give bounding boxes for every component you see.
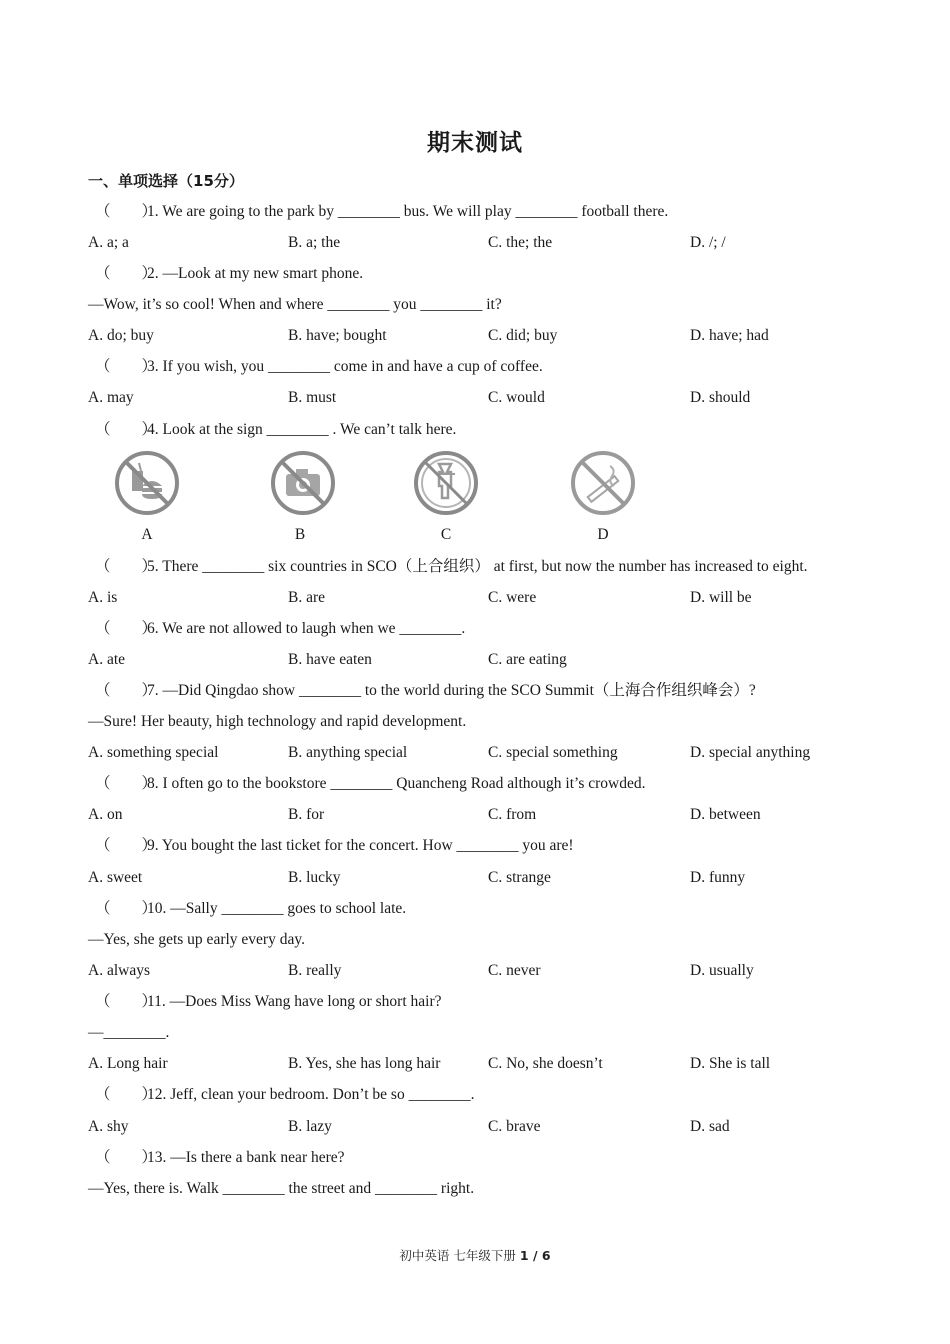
question-stem: 12. Jeff, clean your bedroom. Don’t be so ________. bbox=[147, 1086, 475, 1103]
question-3 bbox=[95, 356, 543, 378]
question-7-dialogue: —Sure! Her beauty, high technology and rapid development. bbox=[88, 713, 467, 730]
answer-bracket: （ ） bbox=[95, 993, 158, 1010]
option-d: D. should bbox=[690, 389, 751, 406]
question-8 bbox=[95, 773, 646, 795]
option-a: A. on bbox=[88, 806, 123, 823]
option-a: A. always bbox=[88, 962, 150, 979]
question-stem: 6. We are not allowed to laugh when we ________. bbox=[147, 620, 466, 637]
answer-bracket: （ ） bbox=[95, 1149, 158, 1166]
question-stem: 9. You bought the last ticket for the concert. How ________ you are! bbox=[147, 837, 574, 854]
question-stem: 5. There ________ six countries in SCO（上合组织） at first, but now the number has increased to eight. bbox=[147, 558, 808, 575]
sign-label-b: B bbox=[294, 526, 306, 543]
question-stem: 10. —Sally ________ goes to school late. bbox=[147, 900, 407, 917]
question-stem: 11. —Does Miss Wang have long or short hair? bbox=[147, 993, 442, 1010]
option-d: D. have; had bbox=[690, 327, 769, 344]
option-b: B. have eaten bbox=[288, 651, 372, 668]
sign-label-c: C bbox=[440, 526, 452, 543]
options-q12 bbox=[88, 1116, 888, 1138]
option-d: D. will be bbox=[690, 589, 752, 606]
question-6 bbox=[95, 618, 465, 640]
page-footer bbox=[0, 1246, 950, 1264]
answer-bracket: （ ） bbox=[95, 1086, 158, 1103]
question-13-dialogue: —Yes, there is. Walk ________ the street and ________ right. bbox=[88, 1180, 475, 1197]
footer-subject: 初中英语 七年级下册 bbox=[399, 1248, 516, 1263]
option-b: B. lucky bbox=[288, 869, 341, 886]
question-11 bbox=[95, 991, 442, 1013]
option-b: B. for bbox=[288, 806, 325, 823]
no-talking-sign-icon bbox=[411, 448, 481, 518]
answer-bracket: （ ） bbox=[95, 358, 158, 375]
question-1 bbox=[95, 201, 668, 223]
option-c: C. the; the bbox=[488, 234, 553, 251]
answer-bracket: （ ） bbox=[95, 265, 158, 282]
options-q2 bbox=[88, 325, 888, 347]
question-stem: 13. —Is there a bank near here? bbox=[147, 1149, 345, 1166]
option-b: B. have; bought bbox=[288, 327, 387, 344]
options-q1 bbox=[88, 232, 888, 254]
option-d: D. sad bbox=[690, 1118, 730, 1135]
option-c: C. brave bbox=[488, 1118, 541, 1135]
page-title: 期末测试 bbox=[427, 130, 523, 156]
option-a: A. sweet bbox=[88, 869, 143, 886]
no-food-sign-icon bbox=[112, 448, 182, 518]
question-2-dialogue: —Wow, it’s so cool! When and where ________ you ________ it? bbox=[88, 296, 502, 313]
option-d: D. funny bbox=[690, 869, 746, 886]
question-stem: 8. I often go to the bookstore ________ Quancheng Road although it’s crowded. bbox=[147, 775, 646, 792]
option-b: B. anything special bbox=[288, 744, 408, 761]
options-q6 bbox=[88, 649, 888, 671]
option-d: D. between bbox=[690, 806, 761, 823]
option-c: C. No, she doesn’t bbox=[488, 1055, 603, 1072]
option-c: C. are eating bbox=[488, 651, 567, 668]
question-4 bbox=[95, 419, 456, 441]
options-q10 bbox=[88, 960, 888, 982]
option-d: D. /; / bbox=[690, 234, 726, 251]
option-c: C. would bbox=[488, 389, 545, 406]
question-stem: 1. We are going to the park by ________ bus. We will play ________ football there. bbox=[147, 203, 669, 220]
answer-bracket: （ ） bbox=[95, 682, 158, 699]
option-c: C. did; buy bbox=[488, 327, 558, 344]
answer-bracket: （ ） bbox=[95, 775, 158, 792]
option-d: D. She is tall bbox=[690, 1055, 771, 1072]
option-b: B. are bbox=[288, 589, 326, 606]
no-camera-sign-icon bbox=[268, 448, 338, 518]
option-b: B. a; the bbox=[288, 234, 341, 251]
answer-bracket: （ ） bbox=[95, 203, 158, 220]
option-c: C. strange bbox=[488, 869, 551, 886]
options-q8 bbox=[88, 804, 888, 826]
question-5 bbox=[95, 556, 808, 578]
option-c: C. from bbox=[488, 806, 537, 823]
sign-label-a: A bbox=[141, 526, 153, 543]
question-10 bbox=[95, 898, 406, 920]
answer-bracket: （ ） bbox=[95, 558, 158, 575]
no-smoking-sign-icon bbox=[568, 448, 638, 518]
answer-bracket: （ ） bbox=[95, 837, 158, 854]
question-11-dialogue: —________. bbox=[88, 1024, 170, 1041]
sign-label-d: D bbox=[597, 526, 609, 543]
answer-bracket: （ ） bbox=[95, 620, 158, 637]
question-stem: 2. —Look at my new smart phone. bbox=[147, 265, 364, 282]
question-13 bbox=[95, 1147, 345, 1169]
option-b: B. really bbox=[288, 962, 342, 979]
options-q9 bbox=[88, 867, 888, 889]
option-a: A. Long hair bbox=[88, 1055, 168, 1072]
question-stem: 7. —Did Qingdao show ________ to the world during the SCO Summit（上海合作组织峰会）? bbox=[147, 682, 756, 699]
answer-bracket: （ ） bbox=[95, 900, 158, 917]
option-b: B. must bbox=[288, 389, 337, 406]
page-number: 1 / 6 bbox=[519, 1248, 551, 1263]
option-a: A. may bbox=[88, 389, 134, 406]
option-a: A. ate bbox=[88, 651, 126, 668]
option-d: D. special anything bbox=[690, 744, 811, 761]
options-q7 bbox=[88, 742, 888, 764]
question-9 bbox=[95, 835, 574, 857]
option-b: B. Yes, she has long hair bbox=[288, 1055, 441, 1072]
section-heading: 一、单项选择（15分） bbox=[88, 172, 244, 190]
sign-b bbox=[268, 448, 338, 518]
question-stem: 4. Look at the sign ________ . We can’t talk here. bbox=[147, 421, 457, 438]
question-12 bbox=[95, 1084, 474, 1106]
answer-bracket: （ ） bbox=[95, 421, 158, 438]
option-a: A. shy bbox=[88, 1118, 129, 1135]
question-2 bbox=[95, 263, 363, 285]
option-c: C. special something bbox=[488, 744, 618, 761]
question-10-dialogue: —Yes, she gets up early every day. bbox=[88, 931, 305, 948]
option-c: C. were bbox=[488, 589, 537, 606]
sign-d bbox=[568, 448, 638, 518]
option-d: D. usually bbox=[690, 962, 754, 979]
option-a: A. a; a bbox=[88, 234, 129, 251]
options-q11 bbox=[88, 1053, 888, 1075]
question-stem: 3. If you wish, you ________ come in and have a cup of coffee. bbox=[147, 358, 543, 375]
sign-options bbox=[110, 448, 650, 548]
options-q5 bbox=[88, 587, 888, 609]
option-c: C. never bbox=[488, 962, 541, 979]
option-a: A. do; buy bbox=[88, 327, 154, 344]
options-q3 bbox=[88, 387, 888, 409]
option-b: B. lazy bbox=[288, 1118, 332, 1135]
sign-a bbox=[112, 448, 182, 518]
option-a: A. something special bbox=[88, 744, 219, 761]
sign-c bbox=[411, 448, 481, 518]
option-a: A. is bbox=[88, 589, 118, 606]
question-7 bbox=[95, 680, 756, 702]
